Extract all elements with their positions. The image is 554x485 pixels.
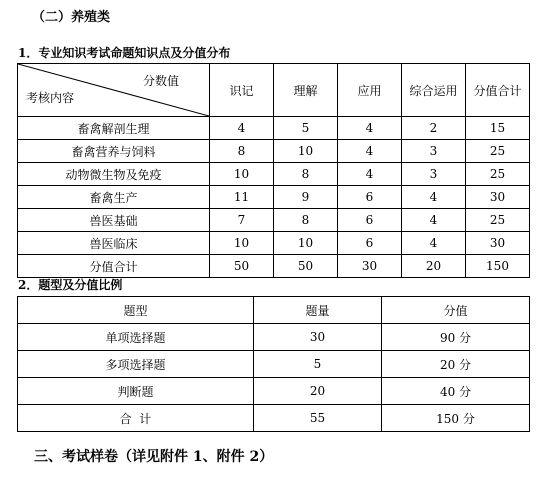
table-cell: 40 分 xyxy=(382,378,530,405)
table-cell: 20 xyxy=(402,255,466,278)
table-row xyxy=(18,209,530,232)
table-total-row xyxy=(18,255,530,278)
table-cell: 多项选择题 xyxy=(18,351,254,378)
table-cell: 150 xyxy=(466,255,530,278)
table-cell: 4 xyxy=(338,140,402,163)
table-cell: 7 xyxy=(210,209,274,232)
table-cell: 20 分 xyxy=(382,351,530,378)
column-header: 分值 xyxy=(382,297,530,324)
section-title: （二）养殖类 xyxy=(32,10,111,25)
table-cell: 4 xyxy=(402,232,466,255)
table-row xyxy=(18,163,530,186)
table-cell: 50 xyxy=(274,255,338,278)
row-label: 分值合计 xyxy=(18,255,210,278)
table-row xyxy=(18,232,530,255)
table-cell: 9 xyxy=(274,186,338,209)
table-cell: 单项选择题 xyxy=(18,324,254,351)
table-cell: 10 xyxy=(274,232,338,255)
diagonal-header-cell xyxy=(18,64,210,117)
column-header: 综合运用 xyxy=(402,64,466,117)
table-cell: 55 xyxy=(254,405,382,432)
table-cell: 30 xyxy=(466,232,530,255)
table-cell: 90 分 xyxy=(382,324,530,351)
table-cell: 15 xyxy=(466,117,530,140)
table-cell: 6 xyxy=(338,209,402,232)
table-cell: 30 xyxy=(466,186,530,209)
row-label: 畜禽生产 xyxy=(18,186,210,209)
table-cell: 4 xyxy=(402,209,466,232)
table-cell: 10 xyxy=(210,232,274,255)
table-header-row xyxy=(18,297,530,324)
row-label: 畜禽营养与饲料 xyxy=(18,140,210,163)
column-header: 分值合计 xyxy=(466,64,530,117)
section3-heading: 三、考试样卷（详见附件 1、附件 2） xyxy=(34,449,274,465)
table-cell: 8 xyxy=(274,209,338,232)
table-cell: 判断题 xyxy=(18,378,254,405)
corner-label-score: 分数值 xyxy=(142,74,179,88)
table-cell: 30 xyxy=(338,255,402,278)
table-row xyxy=(18,186,530,209)
table-cell: 4 xyxy=(402,186,466,209)
table-cell: 50 xyxy=(210,255,274,278)
table-cell: 3 xyxy=(402,140,466,163)
table-cell: 5 xyxy=(254,351,382,378)
table-cell: 4 xyxy=(338,117,402,140)
table-cell: 6 xyxy=(338,186,402,209)
knowledge-score-table xyxy=(17,63,530,278)
table-cell: 合 计 xyxy=(18,405,254,432)
row-label: 畜禽解剖生理 xyxy=(18,117,210,140)
table-total-row xyxy=(18,405,530,432)
table-cell: 8 xyxy=(274,163,338,186)
table-cell: 3 xyxy=(402,163,466,186)
table-cell: 150 分 xyxy=(382,405,530,432)
column-header: 应用 xyxy=(338,64,402,117)
table-cell: 30 xyxy=(254,324,382,351)
part2-heading: 2．题型及分值比例 xyxy=(18,278,123,292)
table-cell: 25 xyxy=(466,140,530,163)
table-cell: 4 xyxy=(338,163,402,186)
row-label: 兽医临床 xyxy=(18,232,210,255)
corner-label-content: 考核内容 xyxy=(26,91,75,105)
table-cell: 20 xyxy=(254,378,382,405)
row-label: 动物微生物及免疫 xyxy=(18,163,210,186)
row-label: 兽医基础 xyxy=(18,209,210,232)
part1-heading: 1．专业知识考试命题知识点及分值分布 xyxy=(18,46,231,60)
column-header: 题型 xyxy=(18,297,254,324)
column-header: 识记 xyxy=(210,64,274,117)
table-row xyxy=(18,324,530,351)
table-row xyxy=(18,140,530,163)
table-cell: 5 xyxy=(274,117,338,140)
table-cell: 8 xyxy=(210,140,274,163)
table-cell: 10 xyxy=(210,163,274,186)
table-row xyxy=(18,378,530,405)
question-type-table xyxy=(17,296,530,432)
table-cell: 11 xyxy=(210,186,274,209)
column-header: 题量 xyxy=(254,297,382,324)
table-row xyxy=(18,117,530,140)
table-cell: 6 xyxy=(338,232,402,255)
table-cell: 10 xyxy=(274,140,338,163)
table-cell: 25 xyxy=(466,163,530,186)
table-cell: 25 xyxy=(466,209,530,232)
column-header: 理解 xyxy=(274,64,338,117)
table-header-row xyxy=(18,64,530,117)
table-cell: 2 xyxy=(402,117,466,140)
table-cell: 4 xyxy=(210,117,274,140)
table-row xyxy=(18,351,530,378)
